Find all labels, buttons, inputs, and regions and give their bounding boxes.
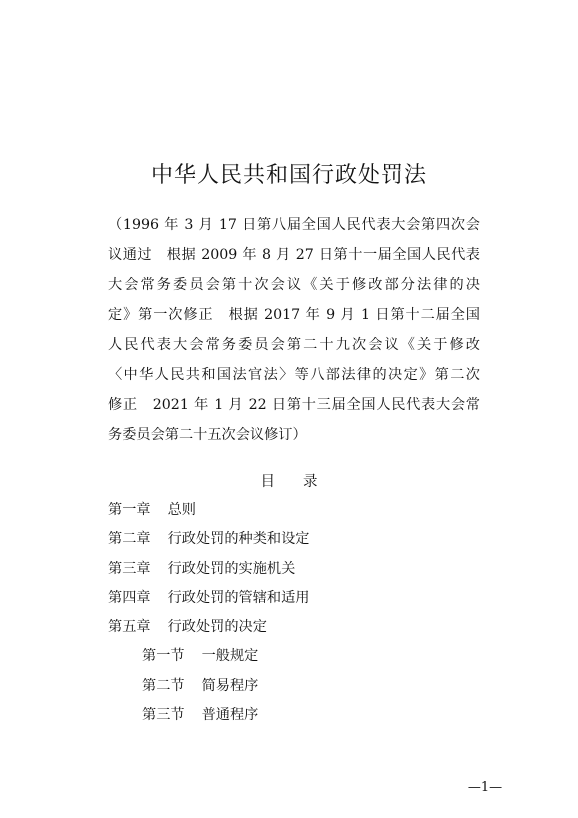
toc-item-label: 总则 (167, 502, 196, 518)
preamble-line: 〈中华人民共和国法官法〉等八部法律的决定》第二次 (108, 367, 480, 383)
preamble (108, 210, 480, 450)
toc-item-label: 行政处罚的管辖和适用 (167, 589, 310, 606)
preamble-line: 大会常务委员会第十次会议《关于修改部分法律的决 (108, 277, 480, 293)
toc-item-section-2[interactable] (108, 672, 488, 701)
toc-item-number: 第一章 (108, 502, 151, 518)
toc-item-number: 第三节 (142, 707, 185, 724)
toc-item-chapter-3[interactable] (108, 555, 488, 584)
toc-item-number: 第四章 (108, 589, 151, 606)
preamble-line: 议通过 根据 2009 年 8 月 27 日第十一届全国人民代表 (108, 247, 480, 263)
preamble-line: （1996 年 3 月 17 日第八届全国人民代表大会第四次会 (108, 217, 480, 233)
toc-item-label: 一般规定 (201, 648, 259, 665)
toc-item-number: 第二章 (108, 531, 151, 548)
table-of-contents (108, 496, 488, 730)
toc-item-chapter-2[interactable] (108, 525, 488, 554)
toc-item-number: 第二节 (142, 677, 185, 694)
toc-item-section-3[interactable] (108, 701, 488, 730)
toc-item-chapter-4[interactable] (108, 584, 488, 613)
toc-item-label: 行政处罚的种类和设定 (167, 531, 310, 548)
preamble-line: 务委员会第二十五次会议修订） (108, 427, 307, 443)
preamble-line: 人民代表大会常务委员会第二十九次会议《关于修改 (108, 337, 480, 353)
toc-item-number: 第五章 (108, 619, 151, 636)
toc-item-section-1[interactable] (108, 642, 488, 671)
toc-item-label: 简易程序 (201, 677, 259, 694)
page-number: —1— (467, 780, 503, 795)
toc-item-label: 行政处罚的决定 (167, 619, 267, 636)
toc-item-chapter-1[interactable] (108, 496, 488, 525)
toc-item-label: 普通程序 (201, 707, 259, 724)
law-title: 中华人民共和国行政处罚法 (150, 163, 427, 188)
toc-heading: 目录 (260, 474, 346, 490)
preamble-line: 定》第一次修正 根据 2017 年 9 月 1 日第十二届全国 (108, 307, 480, 323)
toc-item-number: 第一节 (142, 648, 185, 665)
preamble-line: 修正 2021 年 1 月 22 日第十三届全国人民代表大会常 (108, 397, 480, 413)
toc-item-label: 行政处罚的实施机关 (167, 560, 296, 577)
toc-item-number: 第三章 (108, 560, 151, 577)
toc-item-chapter-5[interactable] (108, 613, 488, 642)
